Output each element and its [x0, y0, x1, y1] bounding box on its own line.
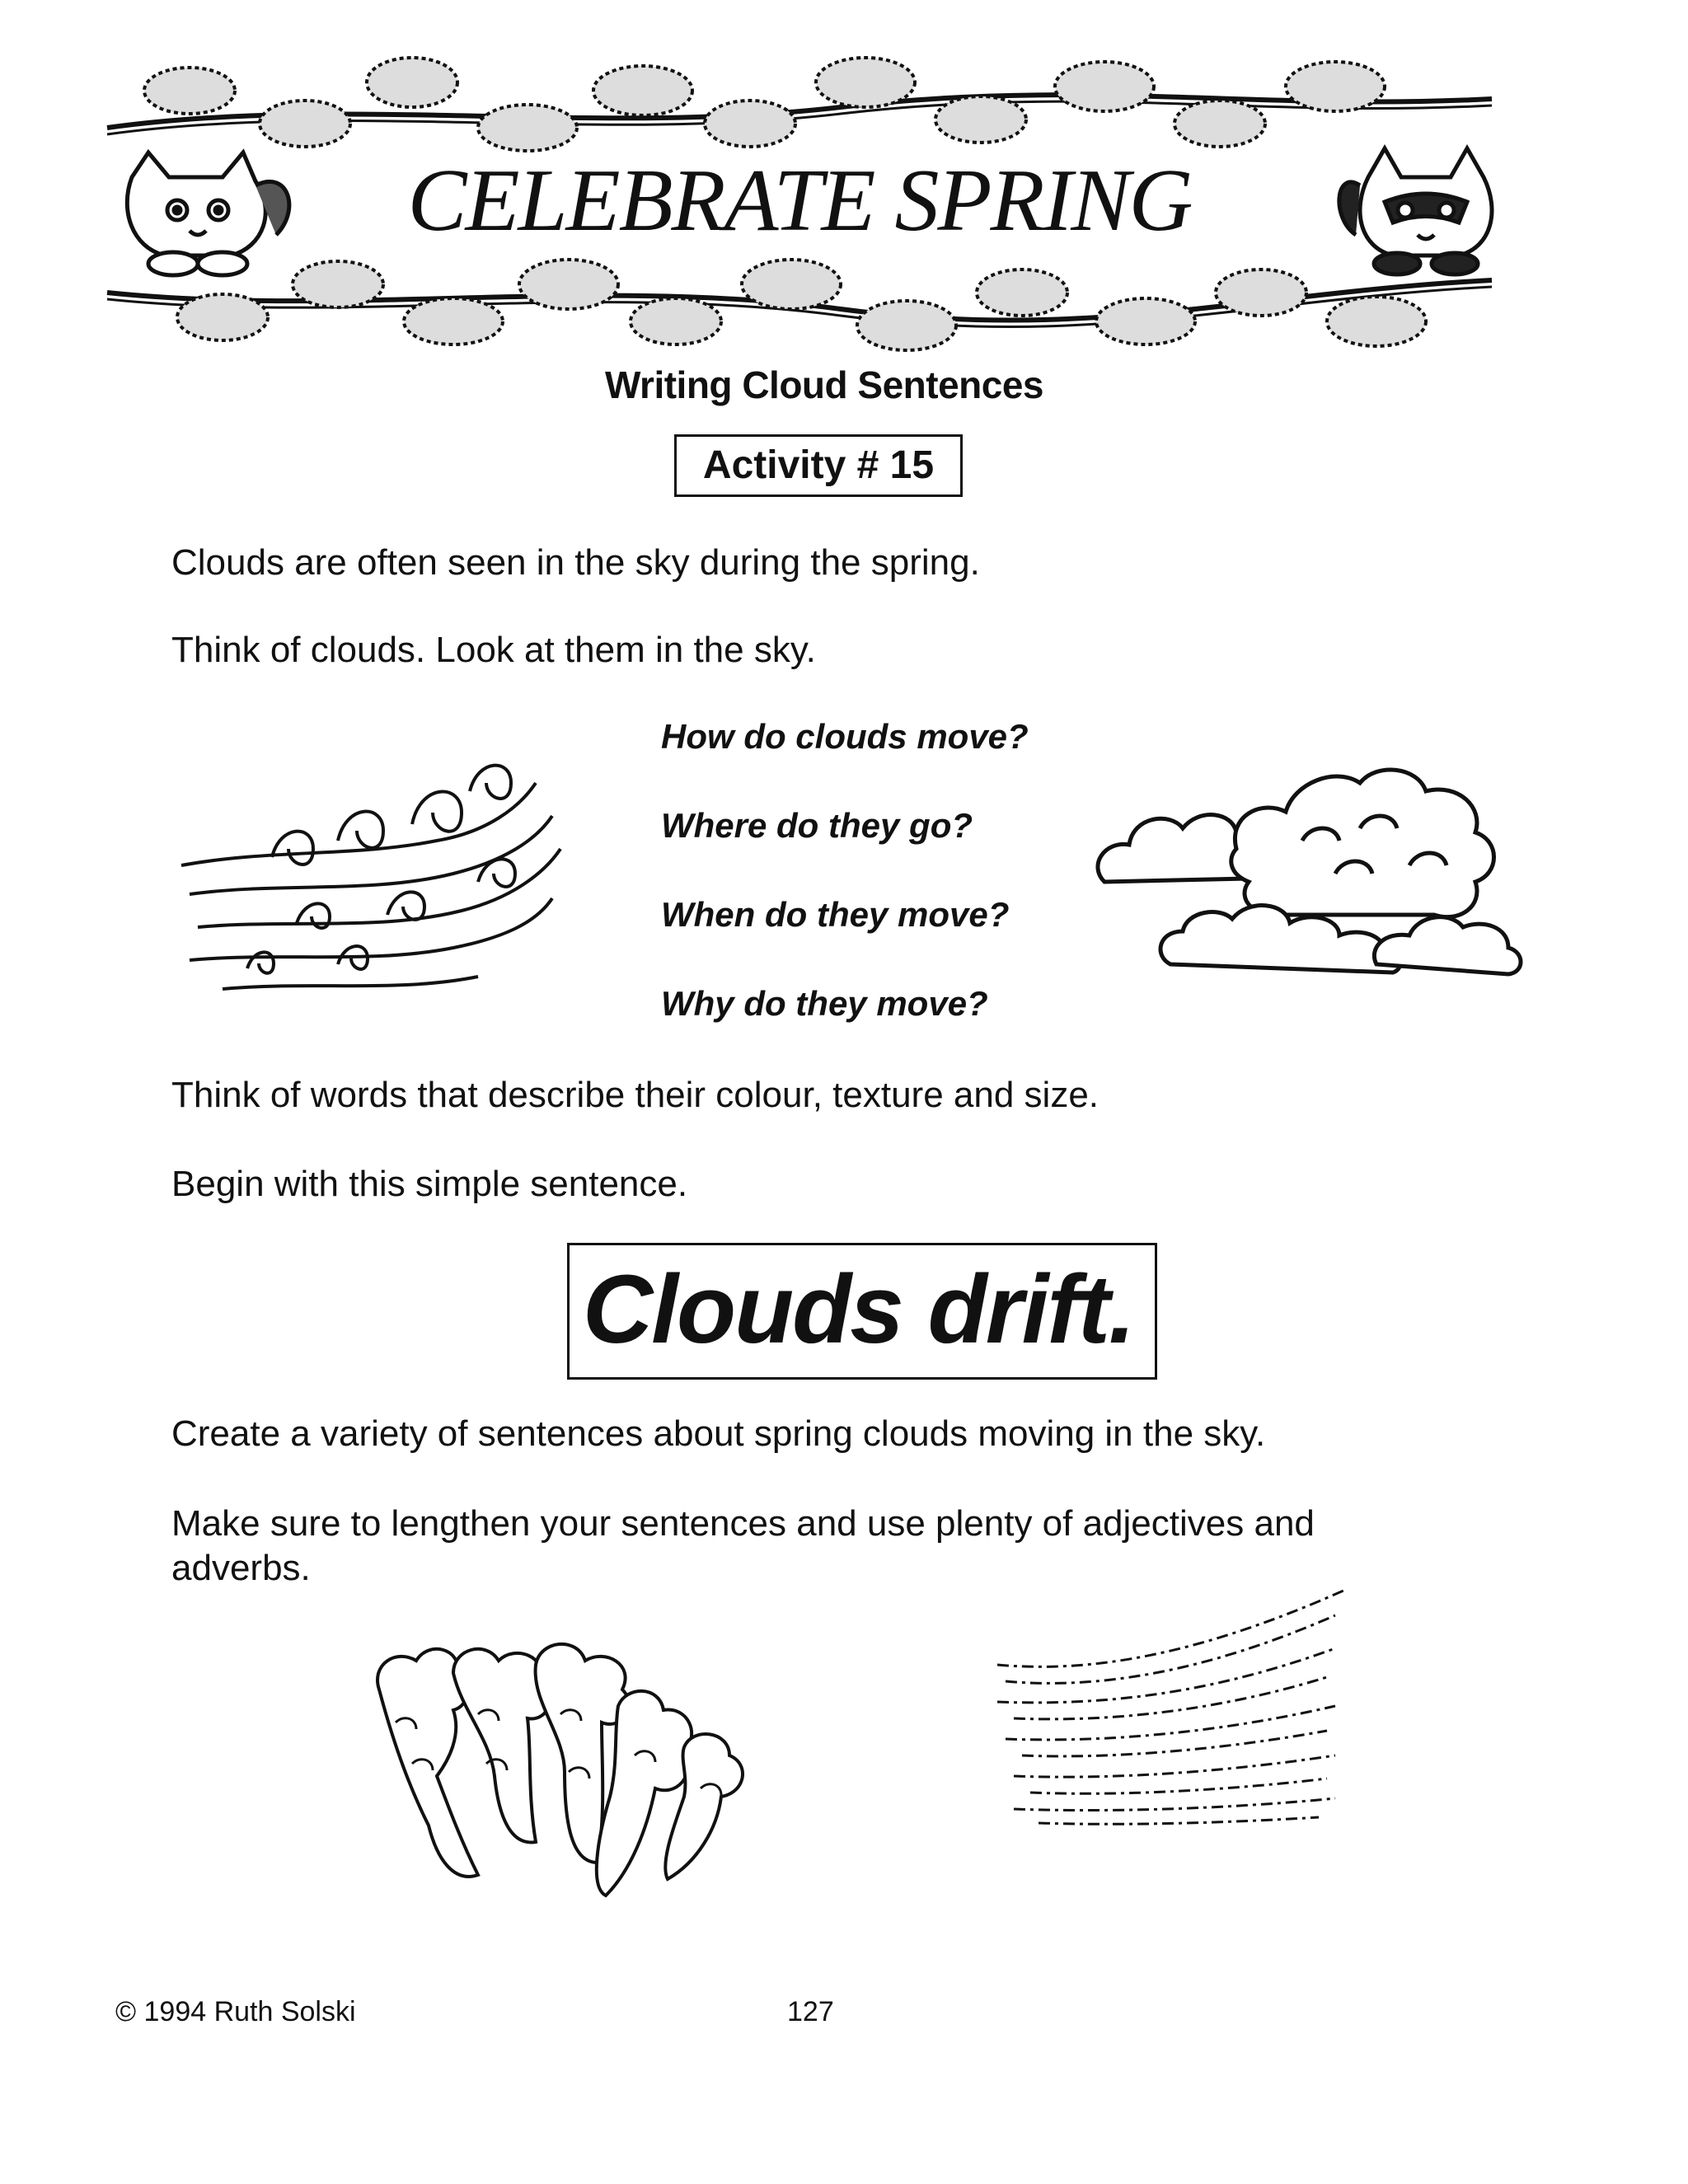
towering-cloud-icon [363, 1640, 758, 1920]
example-sentence: Clouds drift. [567, 1243, 1157, 1380]
stratus-cloud-icon [989, 1582, 1352, 1830]
lengthen-text: Make sure to lengthen your sentences and use plenty of adjectives and adverbs. [171, 1503, 1315, 1588]
activity-label: Activity # 15 [674, 434, 963, 497]
page-number: 127 [787, 1996, 834, 2027]
cumulus-cloud-icon [1088, 750, 1533, 981]
question-4: Why do they move? [661, 984, 988, 1023]
wind-cloud-icon [173, 758, 569, 1005]
question-3: When do they move? [661, 895, 1010, 934]
page-subtitle: Writing Cloud Sentences [604, 363, 1044, 406]
intro-text-1: Clouds are often seen in the sky during the spring. [171, 542, 980, 583]
question-1: How do clouds move? [661, 717, 1029, 756]
copyright: © 1994 Ruth Solski [115, 1996, 356, 2027]
banner-title: CELEBRATE SPRING [407, 152, 1192, 250]
raccoon-icon [1339, 148, 1492, 274]
intro-text-2: Think of clouds. Look at them in the sky. [171, 630, 816, 670]
cat-icon [127, 152, 289, 275]
create-text: Create a variety of sentences about spring clouds moving in the sky. [171, 1413, 1266, 1454]
begin-text: Begin with this simple sentence. [171, 1164, 688, 1204]
question-2: Where do they go? [661, 806, 973, 845]
describe-text: Think of words that describe their colour, texture and size. [171, 1075, 1100, 1115]
